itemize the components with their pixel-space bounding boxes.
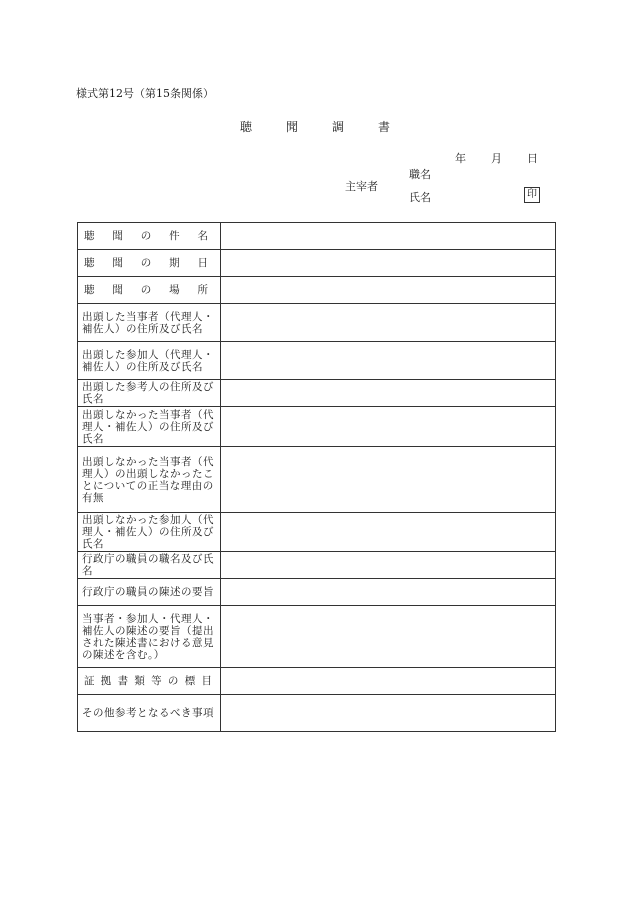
table-row [78, 223, 556, 250]
table-row [78, 304, 556, 342]
seal-mark: 印 [524, 187, 540, 203]
row-label: 出頭した参加人（代理人・補佐人）の住所及び氏名 [78, 342, 221, 380]
row-value-field[interactable] [221, 668, 556, 695]
table-row [78, 695, 556, 732]
row-value-field[interactable] [221, 250, 556, 277]
row-label: 行政庁の職員の職名及び氏名 [78, 552, 221, 579]
date-year: 年 [455, 152, 466, 165]
table-row [78, 380, 556, 407]
table-row [78, 513, 556, 552]
row-label: 出頭しなかった当事者（代理人・補佐人）の住所及び氏名 [78, 407, 221, 447]
form-number: 様式第12号（第15条関係） [76, 87, 214, 100]
row-value-field[interactable] [221, 579, 556, 606]
row-value-field[interactable] [221, 342, 556, 380]
table-row [78, 407, 556, 447]
row-value-field[interactable] [221, 606, 556, 668]
title-char: 調 [332, 120, 345, 134]
table-row [78, 552, 556, 579]
row-label: 出頭しなかった当事者（代理人）の出頭しなかったことについての正当な理由の有無 [78, 447, 221, 513]
host-label: 主宰者 [345, 180, 378, 193]
title-char: 聞 [286, 120, 299, 134]
date-month: 月 [491, 152, 502, 165]
row-label: 出頭した当事者（代理人・補佐人）の住所及び氏名 [78, 304, 221, 342]
row-label: 聴聞の件名 [78, 223, 221, 250]
post-label: 職名 [409, 168, 431, 181]
table-row [78, 250, 556, 277]
table-row [78, 277, 556, 304]
row-label: その他参考となるべき事項 [78, 695, 221, 732]
row-label: 当事者・参加人・代理人・補佐人の陳述の要旨（提出された陳述書における意見の陳述を含む。） [78, 606, 221, 668]
row-label: 出頭しなかった参加人（代理人・補佐人）の住所及び氏名 [78, 513, 221, 552]
table-row [78, 342, 556, 380]
table-row [78, 579, 556, 606]
row-label: 証拠書類等の標目 [78, 668, 221, 695]
row-value-field[interactable] [221, 695, 556, 732]
row-label: 聴聞の場所 [78, 277, 221, 304]
row-value-field[interactable] [221, 277, 556, 304]
row-value-field[interactable] [221, 407, 556, 447]
title-char: 聴 [240, 120, 253, 134]
row-value-field[interactable] [221, 223, 556, 250]
row-value-field[interactable] [221, 447, 556, 513]
row-value-field[interactable] [221, 513, 556, 552]
row-value-field[interactable] [221, 552, 556, 579]
title-char: 書 [378, 120, 391, 134]
table-row [78, 447, 556, 513]
date-line [455, 150, 563, 166]
table-row [78, 668, 556, 695]
date-day: 日 [527, 152, 538, 165]
table-row [78, 606, 556, 668]
document-title [240, 118, 424, 135]
row-label: 聴聞の期日 [78, 250, 221, 277]
row-label: 行政庁の職員の陳述の要旨 [78, 579, 221, 606]
row-value-field[interactable] [221, 380, 556, 407]
row-label: 出頭した参考人の住所及び氏名 [78, 380, 221, 407]
name-label: 氏名 [409, 191, 431, 204]
row-value-field[interactable] [221, 304, 556, 342]
hearing-record-table [77, 222, 556, 732]
